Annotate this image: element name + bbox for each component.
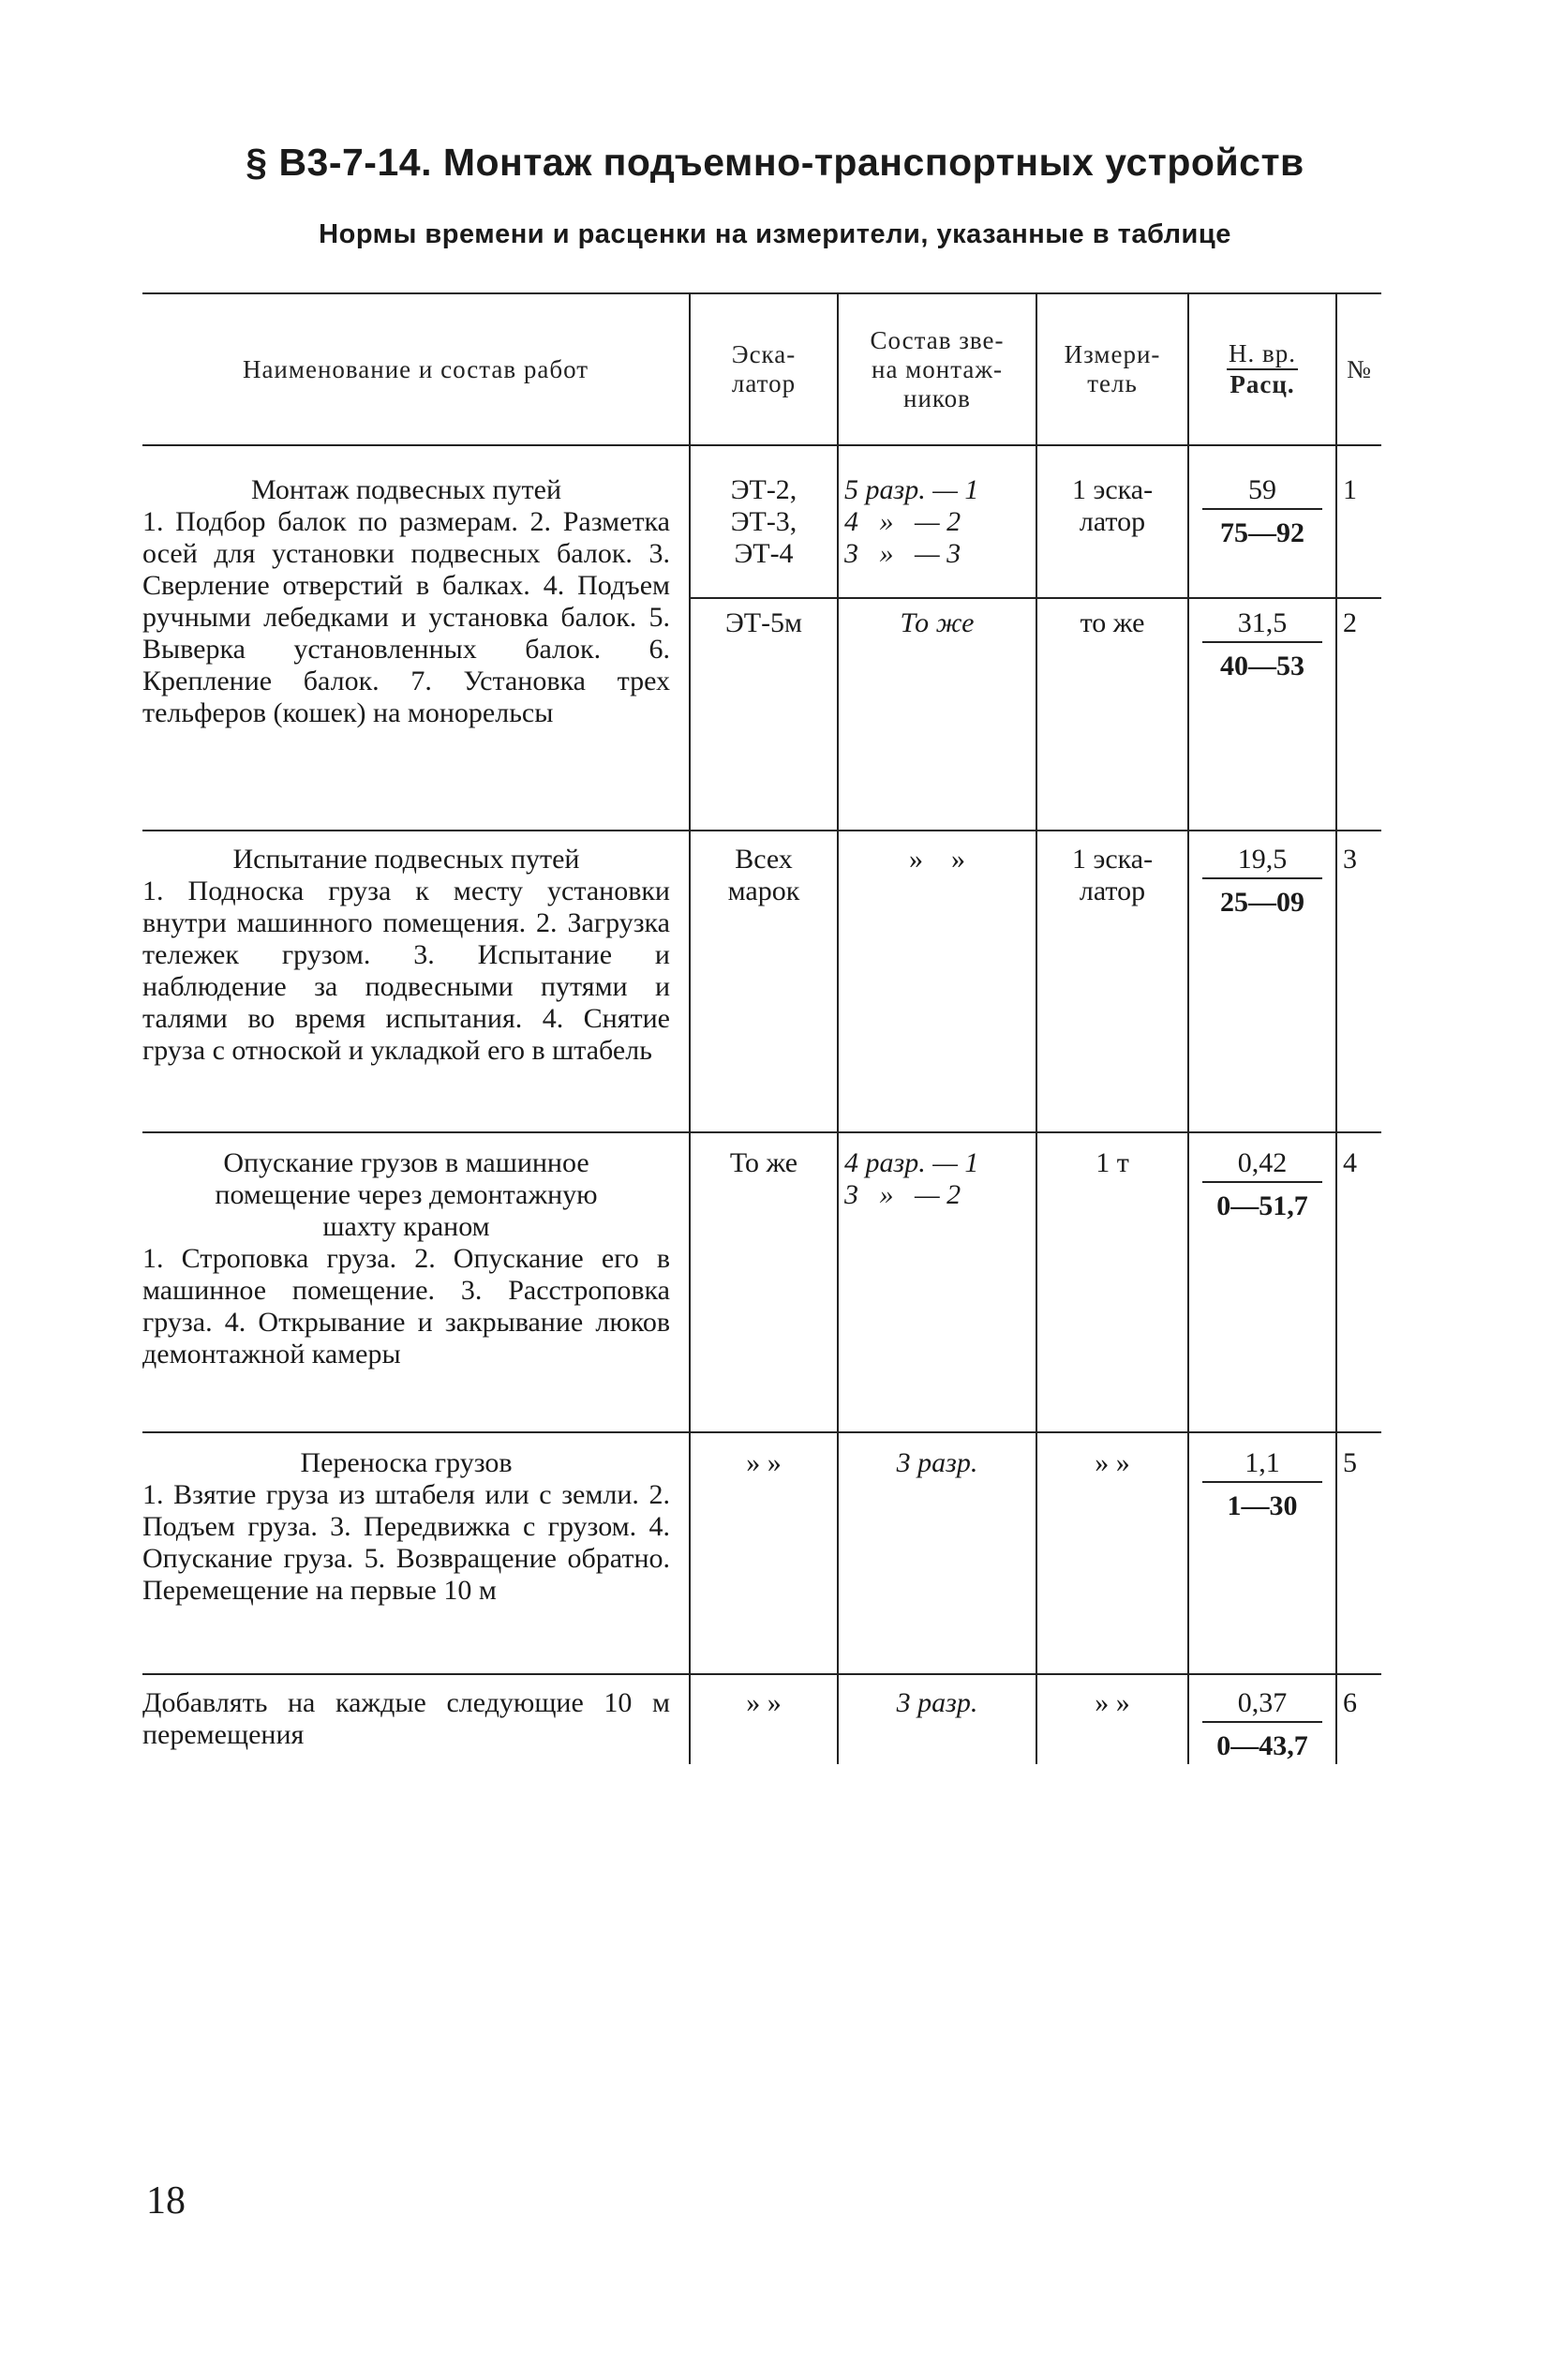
- work-heading: Переноска грузов: [300, 1447, 513, 1478]
- column-rule: [1335, 292, 1337, 1764]
- group-divider: [142, 1673, 1381, 1675]
- header-bottom-rule: [142, 444, 1381, 446]
- work-steps: 1. Взятие груза из штабеля или с земли. 2. Подъем груза. 3. Передвижка с грузом. 4. Опускание груза. 5. Возвращение обратно. Перемещение на первые 10 м: [142, 1479, 670, 1606]
- page-number: 18: [146, 2179, 186, 2223]
- norm-rate-cell: [1189, 1147, 1335, 1222]
- norm-value: 19,5: [1202, 844, 1322, 879]
- group-divider: [142, 1431, 1381, 1433]
- work-steps: 1. Подноска груза к месту установки внутри машинного помещения. 2. Загрузка тележек грузом. 3. Испытание и наблюдение за подвесными путями и талями во время испытания. 4. Снятие груза с отноской и укладкой его в штабель: [142, 876, 670, 1066]
- norm-value: 59: [1202, 474, 1322, 510]
- meter-cell: » »: [1095, 1447, 1130, 1478]
- escalator-cell: То же: [729, 1147, 798, 1178]
- crew-cell: 4 разр. — 1 3 » — 2: [844, 1147, 979, 1210]
- norm-value: 1,1: [1202, 1447, 1322, 1483]
- norm-value: 0,37: [1202, 1687, 1322, 1723]
- escalator-cell: ЭТ-2, ЭТ-3, ЭТ-4: [730, 474, 797, 569]
- work-description: [142, 1447, 670, 1607]
- crew-cell: 3 разр.: [896, 1687, 978, 1718]
- rate-value: 40—53: [1220, 651, 1304, 681]
- work-heading: Испытание подвесных путей: [232, 844, 580, 875]
- norm-rate-cell: [1189, 1687, 1335, 1762]
- work-heading: Монтаж подвесных путей: [250, 474, 562, 505]
- meter-cell: 1 эска- латор: [1071, 844, 1154, 906]
- header-rate: Расц.: [1230, 370, 1295, 398]
- group-divider: [142, 830, 1381, 831]
- crew-cell: 5 разр. — 1 4 » — 2 3 » — 3: [844, 474, 979, 569]
- work-steps: Добавлять на каждые следующие 10 м перемещения: [142, 1687, 670, 1750]
- row-number: 4: [1343, 1147, 1357, 1178]
- work-description: [142, 1147, 670, 1370]
- norm-rate-cell: [1189, 474, 1335, 549]
- header-name: Наименование и состав работ: [242, 354, 589, 383]
- escalator-cell: ЭТ-5м: [724, 607, 803, 638]
- meter-cell: то же: [1080, 607, 1145, 638]
- work-steps: 1. Строповка груза. 2. Опускание его в машинное помещение. 3. Расстроповка груза. 4. Открывание и закрывание люков демонтажной камеры: [142, 1243, 670, 1370]
- meter-cell: 1 т: [1095, 1147, 1129, 1178]
- group-divider: [142, 1131, 1381, 1133]
- meter-cell: 1 эска- латор: [1071, 474, 1154, 537]
- work-description: [142, 474, 670, 729]
- row-number: 2: [1343, 607, 1357, 638]
- row-number: 6: [1343, 1687, 1357, 1718]
- crew-cell: 3 разр.: [896, 1447, 978, 1478]
- escalator-cell: » »: [746, 1687, 782, 1718]
- rate-value: 1—30: [1227, 1490, 1298, 1521]
- rate-value: 0—43,7: [1216, 1730, 1308, 1761]
- row-number: 1: [1343, 474, 1357, 505]
- work-description: [142, 1687, 670, 1751]
- header-crew: Состав зве- на монтаж- ников: [870, 325, 1005, 412]
- crew-cell: » »: [909, 844, 965, 875]
- row-number: 5: [1343, 1447, 1357, 1478]
- norm-rate-cell: [1189, 1447, 1335, 1522]
- section-subtitle: Нормы времени и расценки на измерители, указанные в таблице: [319, 219, 1231, 249]
- escalator-cell: Всех марок: [727, 844, 800, 906]
- crew-cell: То же: [900, 607, 975, 638]
- meter-cell: » »: [1095, 1687, 1130, 1718]
- row-number: 3: [1343, 844, 1357, 875]
- column-rule: [837, 292, 839, 1764]
- rate-value: 25—09: [1220, 887, 1304, 918]
- header-number: №: [1347, 354, 1372, 383]
- work-heading: Опускание грузов в машинное помещение через демонтажную шахту краном: [215, 1147, 598, 1242]
- work-steps: 1. Подбор балок по размерам. 2. Разметка осей для установки подвесных балок. 3. Сверление отверстий в балках. 4. Подъем ручными лебедками и установка балок. 5. Выверка установленных балок. 6. Крепление балок. 7. Установка трех тельферов (кошек) на монорельсы: [142, 506, 670, 728]
- header-norm-rate: [1189, 294, 1335, 444]
- work-description: [142, 844, 670, 1067]
- header-meter: Измери- тель: [1064, 340, 1161, 397]
- header-escalator: Эска- латор: [731, 340, 797, 397]
- escalator-cell: » »: [746, 1447, 782, 1478]
- norm-rate-cell: [1189, 844, 1335, 919]
- norm-value: 31,5: [1202, 607, 1322, 643]
- norm-rate-cell: [1189, 607, 1335, 682]
- rate-value: 75—92: [1220, 517, 1304, 548]
- norm-value: 0,42: [1202, 1147, 1322, 1183]
- section-title: § В3-7-14. Монтаж подъемно-транспортных устройств: [246, 141, 1304, 184]
- header-norm: Н. вр.: [1227, 339, 1298, 370]
- rate-value: 0—51,7: [1216, 1190, 1308, 1221]
